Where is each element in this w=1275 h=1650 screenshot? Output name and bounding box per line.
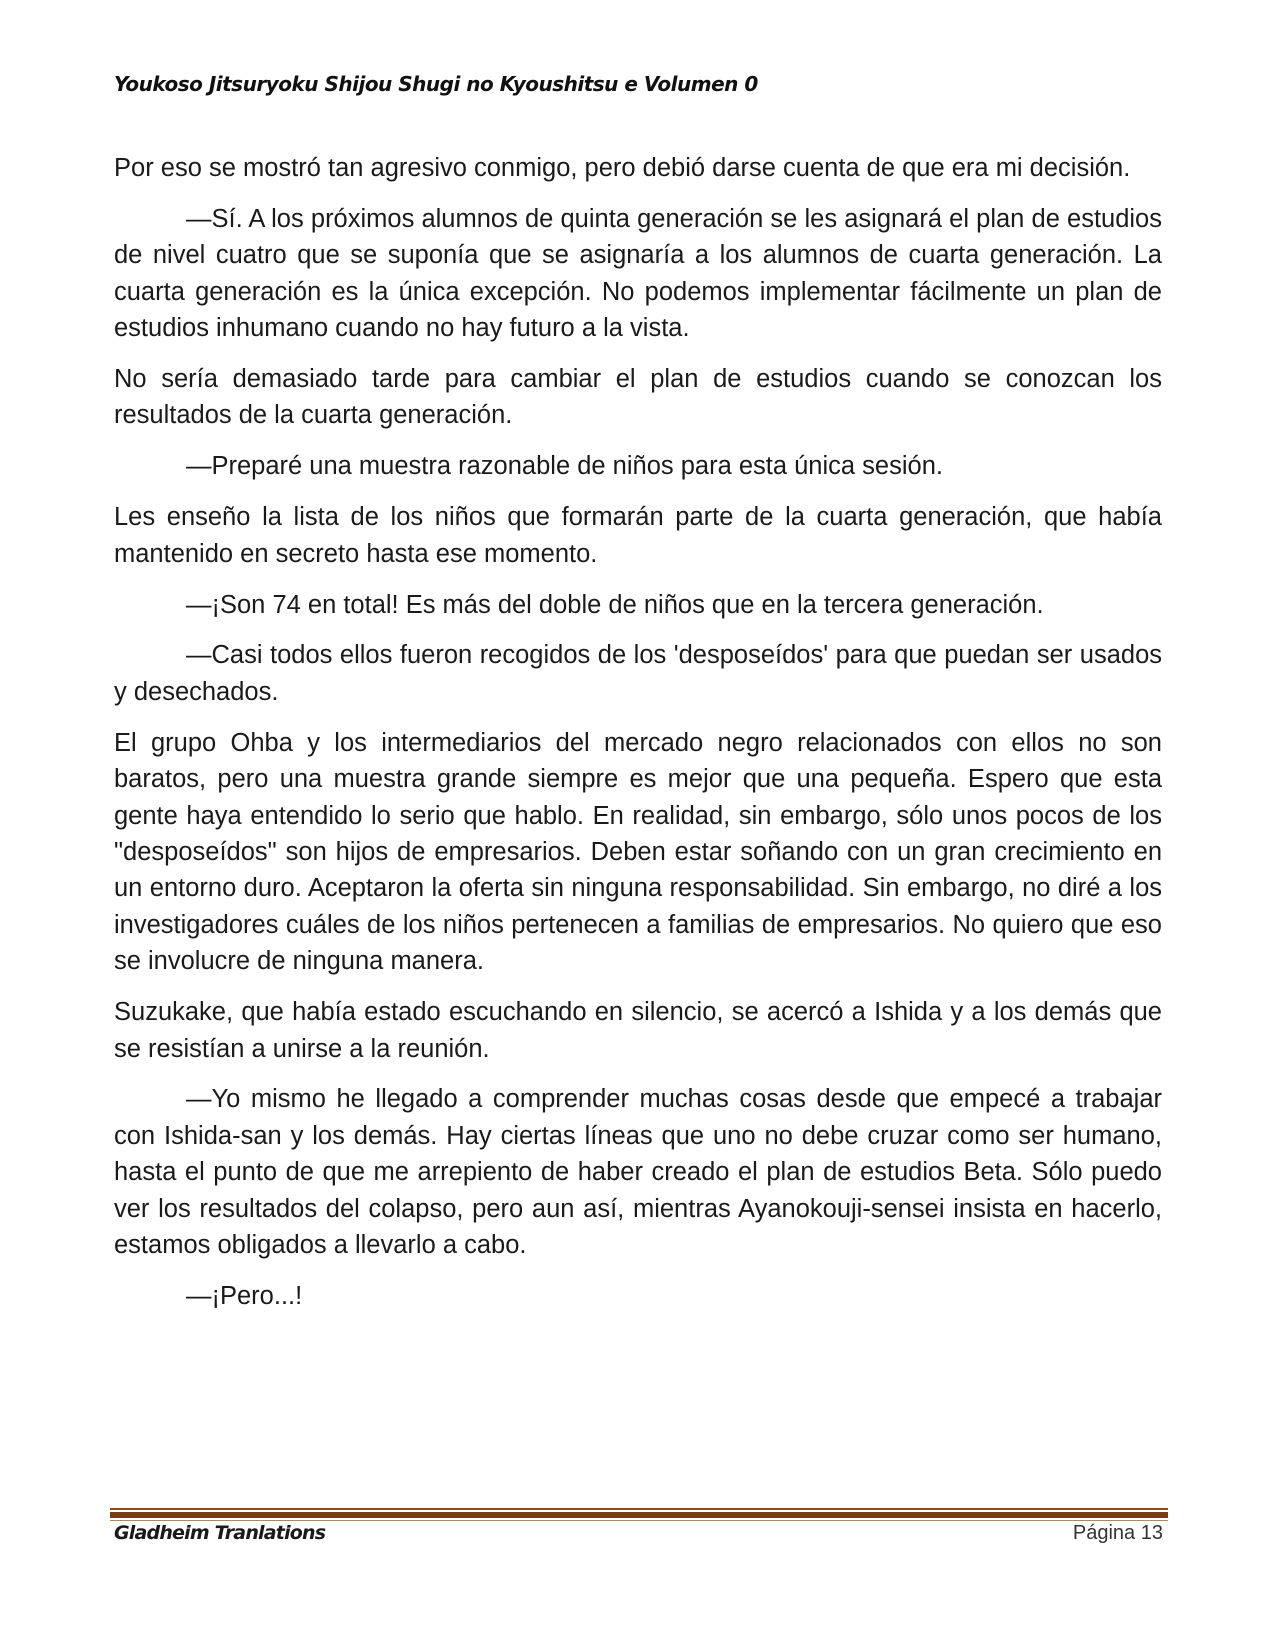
paragraph: Les enseño la lista de los niños que formarán parte de la cuarta generación, que había mantenido en secreto hasta ese momento. [114,503,1162,568]
footer-rule-bottom [110,1520,1168,1521]
dialogue-paragraph: —Casi todos ellos fueron recogidos de los 'desposeídos' para que puedan ser usados y desechados. [114,641,1162,706]
running-header: Youkoso Jitsuryoku Shijou Shugi no Kyoushitsu e Volumen 0 [114,72,758,96]
paragraph: El grupo Ohba y los intermediarios del mercado negro relacionados con ellos no son baratos, pero una muestra grande siempre es mejor que una pequeña. Espero que esta gente haya entendido lo serio que hablo. En realidad, sin embargo, sólo unos pocos de los "desposeídos" son hijos de empresarios. Deben estar soñando con un gran crecimiento en un entorno duro. Aceptaron la oferta sin ninguna responsabilidad. Sin embargo, no diré a los investigadores cuáles de los niños pertenecen a familias de empresarios. No quiero que eso se involucre de ninguna manera. [114,728,1162,976]
paragraph: Suzukake, que había estado escuchando en silencio, se acercó a Ishida y a los demás que se resistían a unirse a la reunión. [114,998,1162,1063]
footer-credit: Gladheim Tranlations [114,1522,326,1544]
footer-rule [110,1512,1168,1518]
dialogue-paragraph: —¡Son 74 en total! Es más del doble de niños que en la tercera generación. [186,590,1044,619]
paragraph: No sería demasiado tarde para cambiar el plan de estudios cuando se conozcan los resultados de la cuarta generación. [114,365,1162,430]
paragraph: Por eso se mostró tan agresivo conmigo, pero debió darse cuenta de que era mi decisión. [114,154,1131,182]
page-number-value: 13 [1140,1522,1163,1544]
dialogue-paragraph: —Yo mismo he llegado a comprender muchas cosas desde que empecé a trabajar con Ishida-san y los demás. Hay ciertas líneas que uno no debe cruzar como ser humano, hasta el punto de que me arrepiento de haber creado el plan de estudios Beta. Sólo puedo ver los resultados del colapso, pero aun así, mientras Ayanokouji-sensei insista en hacerlo, estamos obligados a llevarlo a cabo. [114,1085,1162,1260]
dialogue-paragraph: —Sí. A los próximos alumnos de quinta generación se les asignará el plan de estudios de nivel cuatro que se suponía que se asignaría a los alumnos de cuarta generación. La cuarta generación es la única excepción. No podemos implementar fácilmente un plan de estudios inhumano cuando no hay futuro a la vista. [114,204,1162,343]
dialogue-paragraph: —¡Pero...! [186,1281,303,1310]
page-body [114,150,1162,1329]
page-number [1073,1522,1163,1545]
footer-rule-top [110,1508,1168,1510]
dialogue-paragraph: —Preparé una muestra razonable de niños para esta única sesión. [186,452,943,481]
page-label: Página [1072,1522,1136,1544]
